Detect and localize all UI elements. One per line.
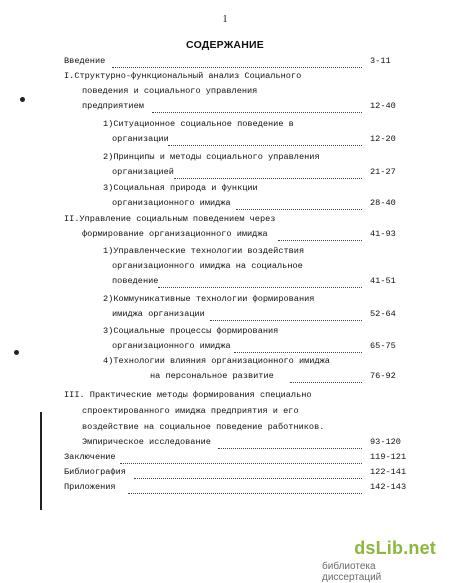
toc-page-range: 28-40 (370, 198, 396, 208)
toc-leader-dots (152, 101, 362, 113)
toc-entry-2-1: 1)Управленческие технологии воздействия (103, 246, 305, 256)
toc-entry-1-3-line-2: организационного имиджа (112, 198, 231, 208)
toc-page-range: 3-11 (370, 56, 391, 66)
toc-entry-part-1-line-3: предприятием (82, 101, 144, 111)
toc-entry-2-2-line-2: имиджа организации (112, 309, 205, 319)
toc-page-range: 21-27 (370, 167, 396, 177)
toc-entry-2-1-line-3: поведение (112, 276, 159, 286)
watermark-brand: dsLib.net (354, 538, 436, 558)
watermark (322, 536, 442, 583)
toc-entry-1-2-line-2: организацией (112, 167, 174, 177)
toc-entry-part-3: III. Практические методы формирования специально (64, 390, 312, 400)
toc-entry-part-1-line-2: поведения и социального управления (82, 86, 258, 96)
scan-margin-mark (20, 97, 25, 102)
toc-page-range: 122-141 (370, 467, 407, 477)
toc-leader-dots (278, 229, 362, 241)
toc-entry-introduction: Введение (64, 56, 106, 66)
toc-page-range: 41-93 (370, 229, 396, 239)
page-title: СОДЕРЖАНИЕ (186, 39, 264, 51)
toc-entry-part-3-line-2: спроектированного имиджа предприятия и его (82, 406, 299, 416)
toc-leader-dots (134, 467, 362, 479)
toc-leader-dots (174, 167, 362, 179)
toc-entry-1-1-line-2: организации (112, 134, 169, 144)
toc-leader-dots (290, 371, 362, 383)
toc-leader-dots (120, 452, 362, 464)
toc-leader-dots (112, 56, 362, 68)
toc-entry-2-3-line-2: организационного имиджа (112, 341, 231, 351)
toc-entry-2-4-line-2: на персональное развитие (150, 371, 274, 381)
toc-leader-dots (210, 309, 362, 321)
toc-page-range: 65-75 (370, 341, 396, 351)
toc-leader-dots (218, 437, 362, 449)
toc-leader-dots (158, 276, 362, 288)
toc-page-range: 12-40 (370, 101, 396, 111)
toc-entry-2-4: 4)Технологии влияния организационного имиджа (103, 356, 330, 366)
toc-entry-2-3: 3)Социальные процессы формирования (103, 326, 279, 336)
toc-page-range: 93-120 (370, 437, 401, 447)
toc-entry-part-2: II.Управление социальным поведением через (64, 214, 276, 224)
toc-entry-1-2: 2)Принципы и методы социального управления (103, 152, 320, 162)
toc-page-range: 76-92 (370, 371, 396, 381)
watermark-subtitle: библиотека диссертаций (322, 561, 382, 583)
toc-entry-part-3-line-3: воздействие на социальное поведение работников. (82, 422, 325, 432)
toc-leader-dots (128, 482, 362, 494)
toc-entry-2-2: 2)Коммуникативные технологии формирования (103, 294, 315, 304)
toc-entry-1-3: 3)Социальная природа и функции (103, 183, 258, 193)
toc-leader-dots (168, 134, 362, 146)
toc-page-range: 142-143 (370, 482, 407, 492)
toc-page-range: 52-64 (370, 309, 396, 319)
scan-margin-line (40, 412, 42, 510)
page-number: 1 (222, 14, 228, 25)
toc-entry-part-3-line-4: Эмпирическое исследование (82, 437, 211, 447)
toc-leader-dots (236, 198, 362, 210)
toc-entry-2-1-line-2: организационного имиджа на социальное (112, 261, 303, 271)
toc-entry-bibliography: Библиография (64, 467, 126, 477)
toc-page-range: 119-121 (370, 452, 407, 462)
toc-entry-part-2-line-2: формирование организационного имиджа (82, 229, 268, 239)
toc-entry-part-1: I.Структурно-функциональный анализ Социального (64, 71, 302, 81)
toc-entry-appendices: Приложения (64, 482, 116, 492)
toc-entry-1-1: 1)Ситуационное социальное поведение в (103, 119, 294, 129)
scan-margin-mark (14, 350, 19, 355)
toc-page-range: 41-51 (370, 276, 396, 286)
toc-leader-dots (234, 341, 362, 353)
toc-entry-conclusion: Заключение (64, 452, 116, 462)
toc-page-range: 12-20 (370, 134, 396, 144)
